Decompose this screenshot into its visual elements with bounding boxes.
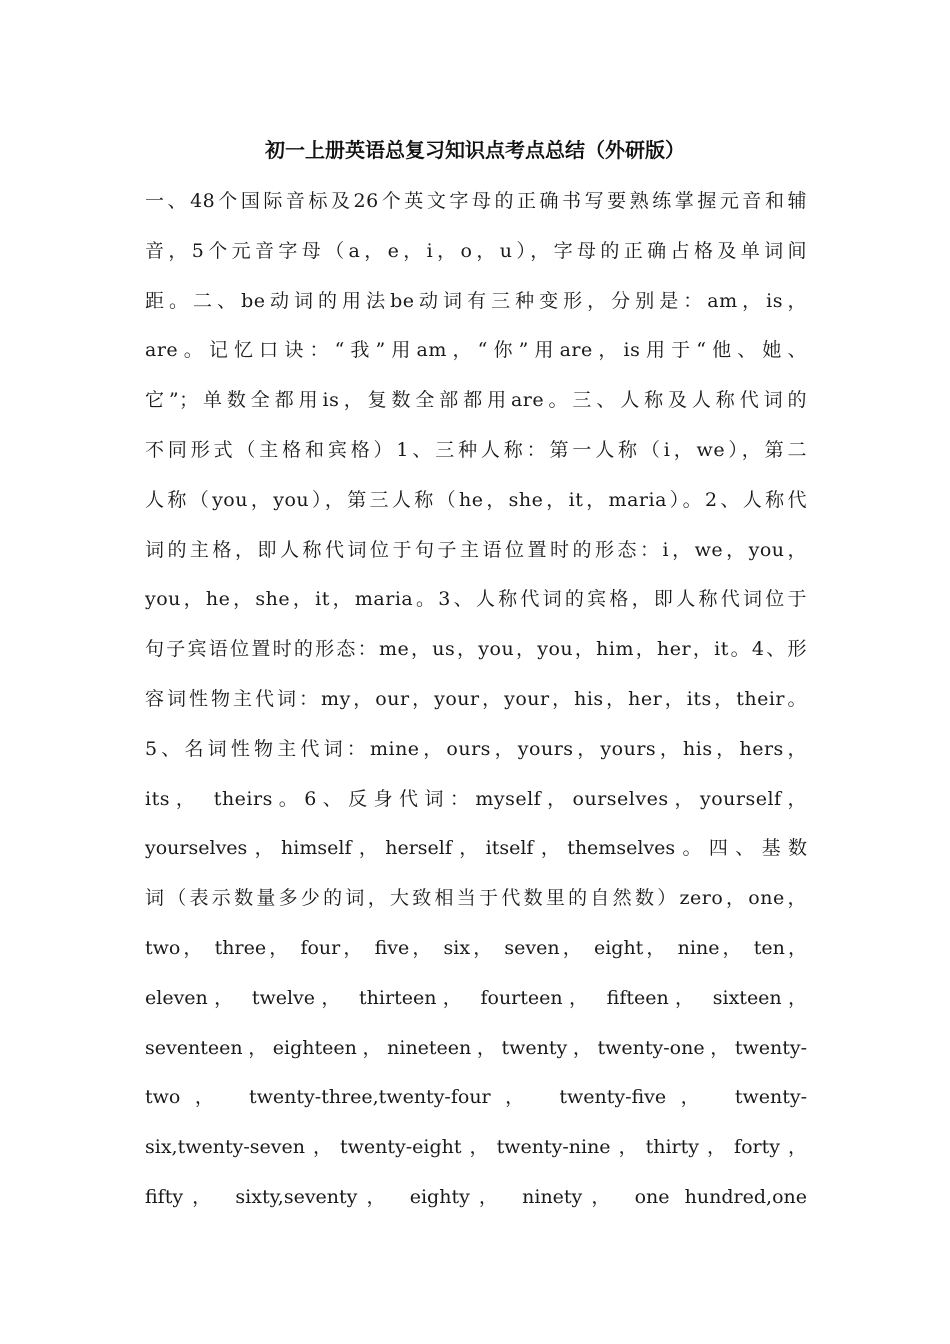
body-line-4: are。记忆口诀：“我”用am，“你”用are，is用于“他、她、 bbox=[145, 339, 807, 362]
body-line-2: 音，5个元音字母（a，e，i，o，u），字母的正确占格及单词间 bbox=[145, 239, 807, 262]
body-line-3: 距。二、be动词的用法be动词有三种变形，分别是：am，is， bbox=[145, 289, 807, 312]
body-line-5: 它”；单数全都用is，复数全部都用are。三、人称及人称代词的 bbox=[145, 389, 807, 412]
body-line-8: 词的主格，即人称代词位于句子主语位置时的形态：i，we，you， bbox=[145, 538, 807, 561]
body-line-19: two， twenty-three,twenty-four， twenty-five， twenty- bbox=[145, 1086, 807, 1109]
document-title: 初一上册英语总复习知识点考点总结（外研版） bbox=[265, 138, 685, 162]
body-line-14: yourselves，himself，herself，itself，themselves。四、基数 bbox=[145, 837, 807, 860]
body-line-21: fifty， sixty,seventy， eighty， ninety， one hundred,one bbox=[145, 1185, 807, 1208]
body-line-10: 句子宾语位置时的形态：me，us，you，you，him，her，it。4、形 bbox=[145, 638, 807, 661]
body-line-7: 人称（you，you），第三人称（he，she，it，maria）。2、人称代 bbox=[145, 488, 807, 511]
document-body bbox=[145, 183, 807, 1229]
body-line-11: 容词性物主代词：my，our，your，your，his，her，its，their。 bbox=[145, 687, 807, 710]
body-line-12: 5、名词性物主代词：mine，ours，yours，yours，his，hers， bbox=[145, 737, 807, 760]
body-line-20: six,twenty-seven，twenty-eight，twenty-nine，thirty，forty， bbox=[145, 1136, 807, 1159]
body-line-9: you，he，she，it，maria。3、人称代词的宾格，即人称代词位于 bbox=[145, 588, 807, 611]
body-line-16: two， three， four， five， six， seven， eight， nine， ten， bbox=[145, 936, 807, 959]
body-line-6: 不同形式（主格和宾格）1、三种人称：第一人称（i，we），第二 bbox=[145, 438, 807, 461]
body-line-1: 一、48个国际音标及26个英文字母的正确书写要熟练掌握元音和辅 bbox=[145, 190, 807, 212]
body-line-15: 词（表示数量多少的词，大致相当于代数里的自然数）zero，one， bbox=[145, 887, 807, 910]
body-line-13: its， theirs。6、反身代词：myself，ourselves，yourself， bbox=[145, 787, 807, 810]
body-line-18: seventeen，eighteen，nineteen，twenty，twenty-one，twenty- bbox=[145, 1036, 807, 1059]
body-line-17: eleven， twelve， thirteen， fourteen， fifteen， sixteen， bbox=[145, 986, 807, 1009]
